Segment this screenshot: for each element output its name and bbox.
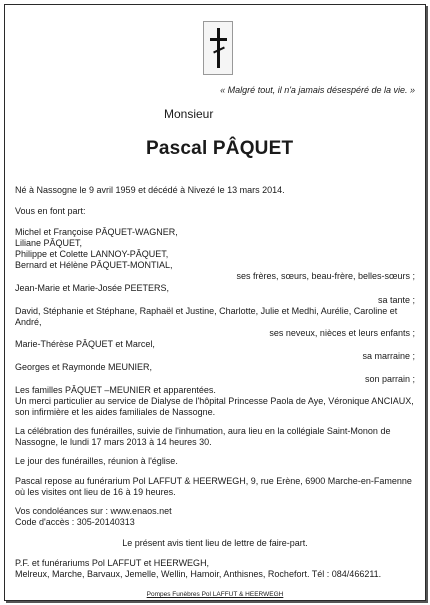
family-line: Philippe et Colette LANNOY-PÂQUET, [15, 249, 169, 259]
aunt-role: sa tante ; [377, 295, 415, 305]
ceremony: La célébration des funérailles, suivie de l'inhumation, aura lieu en la collégiale Saint-Monon de Nassogne, le lundi 17 mars 2013 à 14 heures 30. [15, 426, 391, 447]
thanks: Un merci particulier au service de Dialyse de l'hôpital Princesse Paola de Aye, Véronique ANCIAUX, son infirmière et les aides familiales de Nassogne. [15, 396, 414, 417]
family-line: Michel et Françoise PÂQUET-WAGNER, [15, 227, 178, 237]
obituary-notice [4, 4, 426, 601]
aunt-names: Jean-Marie et Marie-Josée PEETERS, [15, 283, 170, 293]
godmother-role: sa marraine ; [362, 351, 415, 361]
deceased-name: Pascal PÂQUET [146, 138, 294, 159]
siblings-role: ses frères, sœurs, beau-frère, belles-sœurs ; [236, 271, 415, 281]
family-line: Liliane PÂQUET, [15, 238, 83, 248]
rest-location: Pascal repose au funérarium Pol LAFFUT & HEERWEGH, 9, rue Erène, 6900 Marche-en-Famenne où les visites ont lieu de 16 à 19 heures. [15, 476, 412, 497]
birth-death: Né à Nassogne le 9 avril 1959 et décédé à Nivezé le 13 mars 2014. [15, 185, 285, 195]
families: Les familles PÂQUET –MEUNIER et apparentées. [15, 385, 216, 395]
cross-icon [203, 21, 233, 75]
funeral-home-line1: P.F. et funérariums Pol LAFFUT et HEERWEGH, [15, 558, 210, 568]
access-code: Code d'accès : 305-20140313 [15, 517, 135, 527]
funeral-home-line2: Melreux, Marche, Barvaux, Jemelle, Wellin, Hamoir, Anthisnes, Rochefort. Tél : 084/466211. [15, 569, 382, 579]
nephews-names: David, Stéphanie et Stéphane, Raphaël et Justine, Charlotte, Julie et Medhi, Aurélie, Caroline et André, [15, 306, 398, 327]
cross-icon-horizontal [210, 38, 227, 41]
honorific: Monsieur [164, 107, 214, 121]
quote: « Malgré tout, il n'a jamais désespéré de la vie. » [220, 85, 415, 95]
meeting: Le jour des funérailles, réunion à l'église. [15, 456, 178, 466]
nephews-role: ses neveux, nièces et leurs enfants ; [269, 328, 415, 338]
intro: Vous en font part: [15, 206, 86, 216]
footer-funeral-home: Pompes Funèbres Pol LAFFUT & HEERWEGH [146, 591, 284, 598]
notice: Le présent avis tient lieu de lettre de faire-part. [122, 538, 308, 548]
godfather-role: son parrain ; [364, 374, 415, 384]
godfather-names: Georges et Raymonde MEUNIER, [15, 362, 153, 372]
condolences: Vos condoléances sur : www.enaos.net [15, 506, 172, 516]
family-line: Bernard et Hélène PÂQUET-MONTIAL, [15, 260, 173, 270]
family-block-siblings [15, 227, 415, 271]
godmother-names: Marie-Thérèse PÂQUET et Marcel, [15, 339, 155, 349]
